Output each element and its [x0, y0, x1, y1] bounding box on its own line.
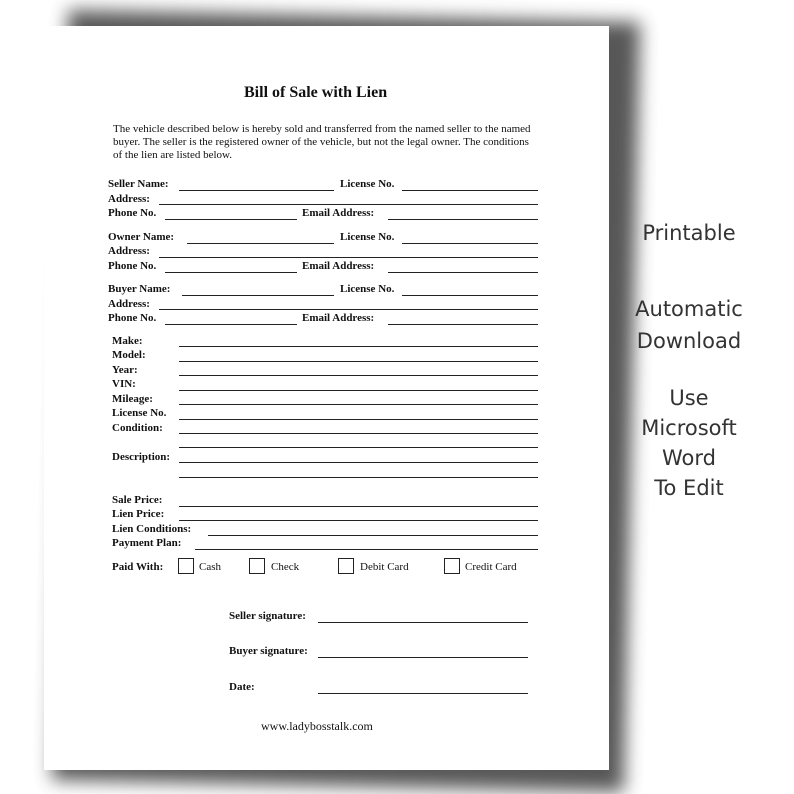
buyer-license-line[interactable]	[402, 295, 538, 296]
seller-name-label: Seller Name:	[108, 178, 169, 190]
seller-phone-label: Phone No.	[108, 207, 157, 219]
date-label: Date:	[229, 681, 255, 693]
seller-name-line[interactable]	[179, 190, 334, 191]
buyer-signature-line[interactable]	[318, 657, 528, 658]
owner-name-label: Owner Name:	[108, 231, 175, 243]
payment-plan-line[interactable]	[195, 549, 538, 550]
seller-address-label: Address:	[108, 193, 150, 205]
condition-line-2[interactable]	[179, 447, 538, 448]
owner-email-line[interactable]	[388, 272, 538, 273]
check-option-label: Check	[271, 561, 300, 573]
buyer-address-label: Address:	[108, 298, 150, 310]
description-line-2[interactable]	[179, 477, 538, 478]
seller-email-line[interactable]	[388, 219, 538, 220]
model-line[interactable]	[179, 361, 538, 362]
make-line[interactable]	[179, 346, 538, 347]
seller-address-line[interactable]	[159, 204, 538, 205]
year-line[interactable]	[179, 375, 538, 376]
owner-phone-line[interactable]	[165, 272, 297, 273]
check-checkbox[interactable]	[249, 558, 265, 574]
mileage-line[interactable]	[179, 404, 538, 405]
owner-phone-label: Phone No.	[108, 260, 157, 272]
lien-conditions-line[interactable]	[208, 535, 538, 536]
description-line[interactable]	[179, 462, 538, 463]
payment-plan-label: Payment Plan:	[112, 537, 182, 549]
owner-license-label: License No.	[340, 231, 395, 243]
owner-address-label: Address:	[108, 245, 150, 257]
seller-license-label: License No.	[340, 178, 395, 190]
cash-checkbox[interactable]	[178, 558, 194, 574]
cash-option-label: Cash	[199, 561, 221, 573]
seller-phone-line[interactable]	[165, 219, 297, 220]
description-label: Description:	[112, 451, 171, 463]
debit-card-checkbox[interactable]	[338, 558, 354, 574]
paid-with-label: Paid With:	[112, 561, 164, 573]
buyer-email-label: Email Address:	[302, 312, 375, 324]
printable-text: Printable	[642, 221, 736, 245]
automatic-download-text: Automatic Download	[635, 297, 743, 353]
lien-price-line[interactable]	[179, 520, 538, 521]
buyer-license-label: License No.	[340, 283, 395, 295]
credit-card-checkbox[interactable]	[444, 558, 460, 574]
owner-address-line[interactable]	[159, 257, 538, 258]
sale-price-line[interactable]	[179, 506, 538, 507]
seller-license-line[interactable]	[402, 190, 538, 191]
credit-card-option-label: Credit Card	[465, 561, 517, 573]
vehicle-license-line[interactable]	[179, 419, 538, 420]
condition-label: Condition:	[112, 422, 163, 434]
buyer-phone-line[interactable]	[165, 324, 297, 325]
model-label: Model:	[112, 349, 146, 361]
lien-price-label: Lien Price:	[112, 508, 165, 520]
buyer-phone-label: Phone No.	[108, 312, 157, 324]
buyer-signature-label: Buyer signature:	[229, 645, 308, 657]
vehicle-license-label: License No.	[112, 407, 167, 419]
use-word-text: Use Microsoft Word To Edit	[641, 386, 737, 500]
condition-line[interactable]	[179, 433, 538, 434]
seller-signature-line[interactable]	[318, 622, 528, 623]
website-footer: www.ladybosstalk.com	[261, 719, 373, 733]
vin-label: VIN:	[112, 378, 136, 390]
owner-license-line[interactable]	[402, 243, 538, 244]
owner-email-label: Email Address:	[302, 260, 375, 272]
mileage-label: Mileage:	[112, 393, 153, 405]
buyer-name-line[interactable]	[182, 295, 334, 296]
debit-card-option-label: Debit Card	[360, 561, 409, 573]
form-title: Bill of Sale with Lien	[244, 84, 388, 101]
owner-name-line[interactable]	[187, 243, 334, 244]
buyer-address-line[interactable]	[159, 309, 538, 310]
buyer-name-label: Buyer Name:	[108, 283, 171, 295]
form-sheet	[44, 26, 609, 770]
lien-conditions-label: Lien Conditions:	[112, 523, 192, 535]
date-line[interactable]	[318, 693, 528, 694]
buyer-email-line[interactable]	[388, 324, 538, 325]
intro-paragraph: The vehicle described below is hereby sold and transferred from the named seller to the named buyer. The seller is the registered owner of the vehicle, but not the legal owner. The conditions of the lien are listed below.	[113, 123, 531, 161]
make-label: Make:	[112, 335, 143, 347]
vin-line[interactable]	[179, 390, 538, 391]
seller-signature-label: Seller signature:	[229, 610, 306, 622]
sale-price-label: Sale Price:	[112, 494, 163, 506]
seller-email-label: Email Address:	[302, 207, 375, 219]
year-label: Year:	[112, 364, 138, 376]
